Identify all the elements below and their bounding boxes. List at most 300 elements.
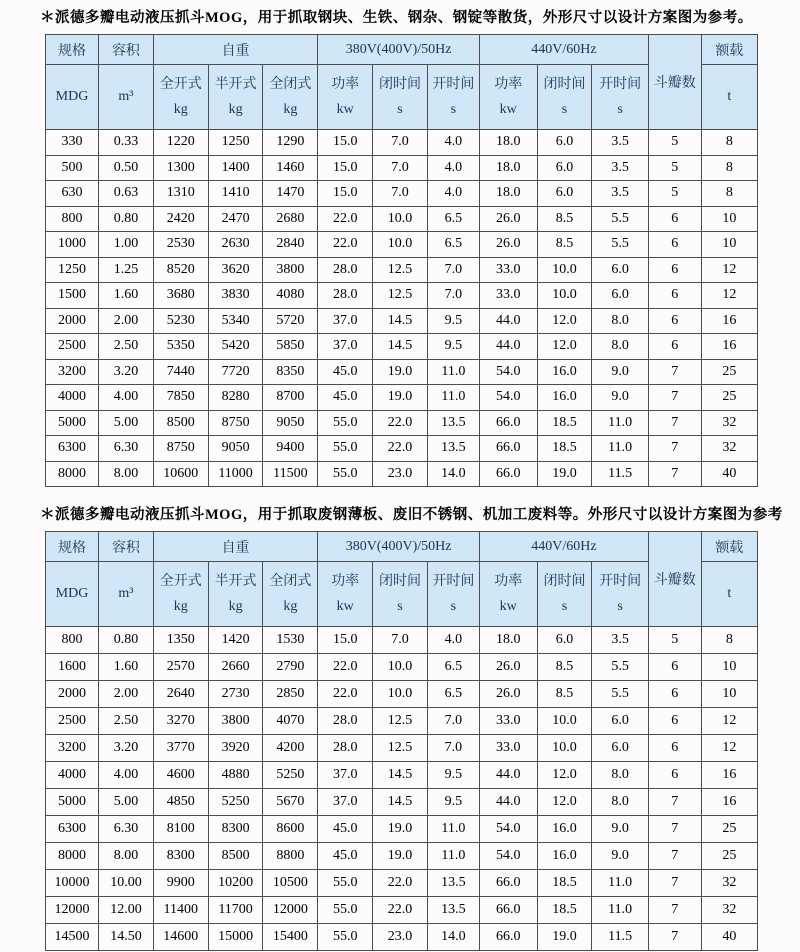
table-row [46, 232, 758, 258]
table-row [46, 206, 758, 232]
col-header-440v: 440V/60Hz [479, 532, 648, 562]
table-row [46, 816, 758, 843]
table-cell: 5000 [46, 789, 99, 816]
table-cell: 8.5 [537, 206, 592, 232]
col-header-unit: kw [336, 599, 354, 614]
table-cell: 1.60 [99, 654, 154, 681]
col-header-open-time-380 [427, 562, 479, 627]
table-cell: 2640 [153, 681, 208, 708]
col-header-power-380 [318, 562, 373, 627]
table-cell: 1420 [208, 627, 263, 654]
table-cell: 11700 [208, 897, 263, 924]
table-cell: 19.0 [373, 385, 428, 411]
col-header-half-open [208, 65, 263, 130]
table-cell: 4.0 [427, 155, 479, 181]
table2-caption: ＊派德多瓣电动液压抓斗MOG，用于抓取废钢薄板、废旧不锈钢、机加工废料等。外形尺寸以设计方案图为参考 [40, 507, 783, 523]
table-cell: 45.0 [318, 359, 373, 385]
table2-body [46, 627, 758, 951]
table-cell: 11.0 [592, 897, 649, 924]
table-cell: 2730 [208, 681, 263, 708]
col-header-label: 全开式 [159, 77, 202, 92]
table-cell: 11.0 [427, 359, 479, 385]
table-cell: 1220 [153, 130, 208, 156]
table-cell: 1250 [208, 130, 263, 156]
table-cell: 330 [46, 130, 99, 156]
table-cell: 5420 [208, 334, 263, 360]
table-cell: 2470 [208, 206, 263, 232]
col-header-label: 全开式 [159, 574, 202, 589]
table-cell: 9400 [263, 436, 318, 462]
table-cell: 6.0 [592, 283, 649, 309]
table-row [46, 334, 758, 360]
table-cell: 8300 [153, 843, 208, 870]
table-cell: 6.30 [99, 436, 154, 462]
table-cell: 8 [701, 181, 757, 207]
table-cell: 500 [46, 155, 99, 181]
table-cell: 28.0 [318, 257, 373, 283]
table-cell: 12.5 [373, 735, 428, 762]
col-header-unit: s [561, 102, 568, 117]
col-header-label: 闭时间 [379, 77, 421, 92]
table-cell: 19.0 [373, 843, 428, 870]
table-cell: 6 [648, 206, 701, 232]
table-cell: 25 [701, 359, 757, 385]
table-cell: 15000 [208, 924, 263, 951]
table-cell: 8280 [208, 385, 263, 411]
table-cell: 7.0 [373, 130, 428, 156]
table-cell: 3920 [208, 735, 263, 762]
table-cell: 2000 [46, 681, 99, 708]
col-header-close-time-440 [537, 562, 592, 627]
table-cell: 9.0 [592, 385, 649, 411]
table-cell: 2530 [153, 232, 208, 258]
table-cell: 7 [648, 924, 701, 951]
table-cell: 32 [701, 436, 757, 462]
table-cell: 9.5 [427, 762, 479, 789]
table-cell: 22.0 [373, 436, 428, 462]
table-cell: 8700 [263, 385, 318, 411]
table-cell: 1.60 [99, 283, 154, 309]
table2-header [46, 532, 758, 627]
col-header-capacity: 容积 [99, 532, 154, 562]
table-cell: 12 [701, 283, 757, 309]
table-cell: 7.0 [427, 708, 479, 735]
col-header-t: t [701, 562, 757, 627]
table-cell: 10 [701, 232, 757, 258]
col-header-spec: 规格 [46, 532, 99, 562]
table-row [46, 308, 758, 334]
table-cell: 7850 [153, 385, 208, 411]
table-cell: 32 [701, 870, 757, 897]
table-cell: 10 [701, 681, 757, 708]
table-cell: 14600 [153, 924, 208, 951]
table-cell: 6.5 [427, 654, 479, 681]
col-header-label: 功率 [331, 574, 360, 589]
col-header-unit: kg [228, 599, 243, 614]
table-cell: 7 [648, 385, 701, 411]
col-header-fully-open [153, 562, 208, 627]
table-cell: 1300 [153, 155, 208, 181]
table-cell: 7 [648, 870, 701, 897]
table-cell: 9.0 [592, 843, 649, 870]
table-cell: 0.80 [99, 627, 154, 654]
table-cell: 44.0 [479, 308, 537, 334]
table-cell: 12.0 [537, 762, 592, 789]
table-cell: 26.0 [479, 654, 537, 681]
table-cell: 8.0 [592, 789, 649, 816]
table-cell: 14.0 [427, 924, 479, 951]
table-cell: 10.0 [373, 654, 428, 681]
table-cell: 8 [701, 627, 757, 654]
table-cell: 22.0 [373, 897, 428, 924]
table-cell: 2680 [263, 206, 318, 232]
table-cell: 54.0 [479, 816, 537, 843]
table-cell: 0.80 [99, 206, 154, 232]
table-cell: 19.0 [537, 461, 592, 487]
col-header-unit: s [450, 599, 457, 614]
table-cell: 2630 [208, 232, 263, 258]
table-cell: 6.0 [592, 708, 649, 735]
table-cell: 8.5 [537, 654, 592, 681]
table-cell: 8.0 [592, 762, 649, 789]
table-cell: 3200 [46, 359, 99, 385]
table-cell: 10.0 [537, 257, 592, 283]
table-cell: 5 [648, 181, 701, 207]
table-cell: 13.5 [427, 870, 479, 897]
table-cell: 0.50 [99, 155, 154, 181]
table-cell: 5.5 [592, 654, 649, 681]
table-cell: 8.0 [592, 308, 649, 334]
table-cell: 8300 [208, 816, 263, 843]
table-cell: 1310 [153, 181, 208, 207]
table-cell: 10.00 [99, 870, 154, 897]
table-row [46, 181, 758, 207]
table-row [46, 897, 758, 924]
table-cell: 11.0 [592, 436, 649, 462]
col-header-petal-count: 斗瓣数 [648, 532, 701, 627]
table-cell: 4000 [46, 762, 99, 789]
table-cell: 1410 [208, 181, 263, 207]
table-cell: 16.0 [537, 359, 592, 385]
table-row [46, 762, 758, 789]
table-cell: 14.5 [373, 334, 428, 360]
table-cell: 28.0 [318, 735, 373, 762]
table-cell: 1250 [46, 257, 99, 283]
table-cell: 4080 [263, 283, 318, 309]
table-cell: 37.0 [318, 789, 373, 816]
table-cell: 22.0 [318, 206, 373, 232]
table-cell: 6 [648, 334, 701, 360]
table-cell: 12.00 [99, 897, 154, 924]
table-cell: 11.0 [592, 870, 649, 897]
table-cell: 5 [648, 130, 701, 156]
table-cell: 14.0 [427, 461, 479, 487]
header-row-groups [46, 35, 758, 65]
table-cell: 3770 [153, 735, 208, 762]
table-cell: 66.0 [479, 870, 537, 897]
table-cell: 3680 [153, 283, 208, 309]
col-header-mdg: MDG [46, 65, 99, 130]
col-header-open-time-440 [592, 562, 649, 627]
table-cell: 5.5 [592, 232, 649, 258]
table-cell: 12 [701, 735, 757, 762]
table-cell: 16 [701, 308, 757, 334]
col-header-unit: kw [499, 102, 517, 117]
table-cell: 8.5 [537, 681, 592, 708]
table-cell: 10.0 [537, 735, 592, 762]
table-cell: 9.5 [427, 308, 479, 334]
table-cell: 10000 [46, 870, 99, 897]
table-cell: 10.0 [537, 708, 592, 735]
table-cell: 8.00 [99, 843, 154, 870]
table-cell: 2570 [153, 654, 208, 681]
table-row [46, 257, 758, 283]
table-cell: 5350 [153, 334, 208, 360]
table-cell: 55.0 [318, 924, 373, 951]
col-header-power-440 [479, 65, 537, 130]
col-header-open-time-440 [592, 65, 649, 130]
table-cell: 15.0 [318, 627, 373, 654]
table-cell: 2850 [263, 681, 318, 708]
table-cell: 3.5 [592, 155, 649, 181]
col-header-label: 闭时间 [543, 574, 586, 589]
table-cell: 18.0 [479, 155, 537, 181]
table-cell: 7720 [208, 359, 263, 385]
table-cell: 10.0 [537, 283, 592, 309]
col-header-label: 开时间 [599, 77, 642, 92]
table-cell: 6.5 [427, 232, 479, 258]
table-cell: 55.0 [318, 410, 373, 436]
col-header-unit: kg [173, 102, 188, 117]
table-cell: 6300 [46, 436, 99, 462]
table-cell: 8.0 [592, 334, 649, 360]
table-cell: 13.5 [427, 436, 479, 462]
table-cell: 15400 [263, 924, 318, 951]
table-cell: 7440 [153, 359, 208, 385]
col-header-label: 开时间 [599, 574, 642, 589]
table-cell: 8 [701, 155, 757, 181]
table-cell: 7 [648, 410, 701, 436]
table-cell: 800 [46, 206, 99, 232]
col-header-label: 半开式 [214, 77, 257, 92]
table-cell: 5670 [263, 789, 318, 816]
table-cell: 8000 [46, 843, 99, 870]
table-cell: 7.0 [427, 735, 479, 762]
table-cell: 33.0 [479, 708, 537, 735]
table-cell: 2840 [263, 232, 318, 258]
table-cell: 22.0 [373, 410, 428, 436]
table-cell: 5720 [263, 308, 318, 334]
col-header-unit: s [561, 599, 568, 614]
table-cell: 18.0 [479, 181, 537, 207]
table-cell: 8 [701, 130, 757, 156]
col-header-380v: 380V(400V)/50Hz [318, 35, 480, 65]
table-cell: 9.5 [427, 789, 479, 816]
table-cell: 18.0 [479, 130, 537, 156]
table-cell: 14.5 [373, 308, 428, 334]
table-cell: 1000 [46, 232, 99, 258]
table-cell: 12.0 [537, 308, 592, 334]
table-cell: 40 [701, 924, 757, 951]
table-cell: 10.0 [373, 206, 428, 232]
table-cell: 13.5 [427, 410, 479, 436]
col-header-unit: s [397, 599, 403, 614]
col-header-380v: 380V(400V)/50Hz [318, 532, 480, 562]
table-cell: 3620 [208, 257, 263, 283]
table-row [46, 436, 758, 462]
table-cell: 25 [701, 843, 757, 870]
table-cell: 4.0 [427, 181, 479, 207]
table-cell: 16 [701, 334, 757, 360]
table-cell: 1470 [263, 181, 318, 207]
table-cell: 25 [701, 816, 757, 843]
table-cell: 45.0 [318, 843, 373, 870]
table-cell: 8500 [208, 843, 263, 870]
table-cell: 54.0 [479, 843, 537, 870]
table-cell: 26.0 [479, 681, 537, 708]
table-cell: 12000 [263, 897, 318, 924]
table-cell: 5.5 [592, 681, 649, 708]
table-cell: 9050 [208, 436, 263, 462]
table-cell: 32 [701, 897, 757, 924]
table-cell: 2660 [208, 654, 263, 681]
table-cell: 28.0 [318, 708, 373, 735]
table-cell: 6.0 [537, 130, 592, 156]
table-cell: 55.0 [318, 436, 373, 462]
table-cell: 37.0 [318, 308, 373, 334]
table-cell: 3.5 [592, 181, 649, 207]
table-cell: 12.0 [537, 334, 592, 360]
table-cell: 7.0 [373, 155, 428, 181]
table1-header [46, 35, 758, 130]
table-cell: 6.5 [427, 681, 479, 708]
table-cell: 9900 [153, 870, 208, 897]
table-cell: 2500 [46, 708, 99, 735]
table-cell: 5250 [208, 789, 263, 816]
table-cell: 3270 [153, 708, 208, 735]
col-header-unit: kg [228, 102, 243, 117]
table-cell: 3800 [208, 708, 263, 735]
table-row [46, 461, 758, 487]
table-cell: 19.0 [373, 816, 428, 843]
table-cell: 3830 [208, 283, 263, 309]
table-cell: 22.0 [318, 654, 373, 681]
table-cell: 14500 [46, 924, 99, 951]
table-cell: 6 [648, 735, 701, 762]
table-cell: 19.0 [537, 924, 592, 951]
table-cell: 6.0 [592, 257, 649, 283]
table-cell: 2.50 [99, 334, 154, 360]
table1-caption: ＊派德多瓣电动液压抓斗MOG，用于抓取钢块、生铁、钢杂、钢锭等散货，外形尺寸以设计方案图为参考。 [40, 10, 753, 26]
table-cell: 10600 [153, 461, 208, 487]
table-cell: 8520 [153, 257, 208, 283]
col-header-unit: s [617, 102, 623, 117]
table-cell: 12.5 [373, 283, 428, 309]
table-cell: 1400 [208, 155, 263, 181]
table-cell: 7 [648, 359, 701, 385]
table-cell: 33.0 [479, 735, 537, 762]
table-cell: 5.00 [99, 410, 154, 436]
table-cell: 8350 [263, 359, 318, 385]
col-header-rated-load: 额载 [701, 35, 757, 65]
col-header-close-time-440 [537, 65, 592, 130]
table-cell: 55.0 [318, 870, 373, 897]
table-row [46, 681, 758, 708]
table-cell: 18.0 [479, 627, 537, 654]
table-cell: 3.5 [592, 627, 649, 654]
table-row [46, 870, 758, 897]
col-header-unit: kw [499, 599, 517, 614]
table-cell: 3800 [263, 257, 318, 283]
table1-body [46, 130, 758, 487]
table-row [46, 708, 758, 735]
table-cell: 12 [701, 708, 757, 735]
col-header-capacity: 容积 [99, 35, 154, 65]
table-cell: 2.50 [99, 708, 154, 735]
col-header-unit: kg [283, 102, 298, 117]
table-cell: 8750 [208, 410, 263, 436]
table-cell: 44.0 [479, 762, 537, 789]
table-cell: 2420 [153, 206, 208, 232]
table-cell: 54.0 [479, 359, 537, 385]
table-cell: 22.0 [318, 681, 373, 708]
col-header-m3: m³ [99, 562, 154, 627]
col-header-mdg: MDG [46, 562, 99, 627]
table-cell: 0.63 [99, 181, 154, 207]
col-header-m3: m³ [99, 65, 154, 130]
table-cell: 8600 [263, 816, 318, 843]
col-header-label: 开时间 [432, 77, 475, 92]
table-cell: 22.0 [373, 870, 428, 897]
table-row [46, 130, 758, 156]
table-cell: 11000 [208, 461, 263, 487]
table-cell: 10.0 [373, 232, 428, 258]
table-cell: 37.0 [318, 334, 373, 360]
table-cell: 4070 [263, 708, 318, 735]
table-cell: 10200 [208, 870, 263, 897]
table-cell: 40 [701, 461, 757, 487]
table-cell: 32 [701, 410, 757, 436]
table-cell: 11.5 [592, 924, 649, 951]
table-cell: 18.5 [537, 897, 592, 924]
table-cell: 7 [648, 816, 701, 843]
table-cell: 5250 [263, 762, 318, 789]
col-header-half-open [208, 562, 263, 627]
table-cell: 18.5 [537, 436, 592, 462]
col-header-label: 功率 [494, 574, 523, 589]
table-cell: 6 [648, 308, 701, 334]
table-cell: 26.0 [479, 206, 537, 232]
table-cell: 1.25 [99, 257, 154, 283]
table-row [46, 283, 758, 309]
table-row [46, 155, 758, 181]
table-cell: 2790 [263, 654, 318, 681]
col-header-unit: kg [173, 599, 188, 614]
table-cell: 11.0 [427, 385, 479, 411]
col-header-unit: kg [283, 599, 298, 614]
table-cell: 12000 [46, 897, 99, 924]
table-cell: 7 [648, 461, 701, 487]
table-cell: 6.0 [592, 735, 649, 762]
table-cell: 1.00 [99, 232, 154, 258]
table-cell: 4880 [208, 762, 263, 789]
table-cell: 5 [648, 155, 701, 181]
table-cell: 630 [46, 181, 99, 207]
table-cell: 33.0 [479, 283, 537, 309]
table-row [46, 924, 758, 951]
table-cell: 5.5 [592, 206, 649, 232]
table-cell: 7 [648, 789, 701, 816]
